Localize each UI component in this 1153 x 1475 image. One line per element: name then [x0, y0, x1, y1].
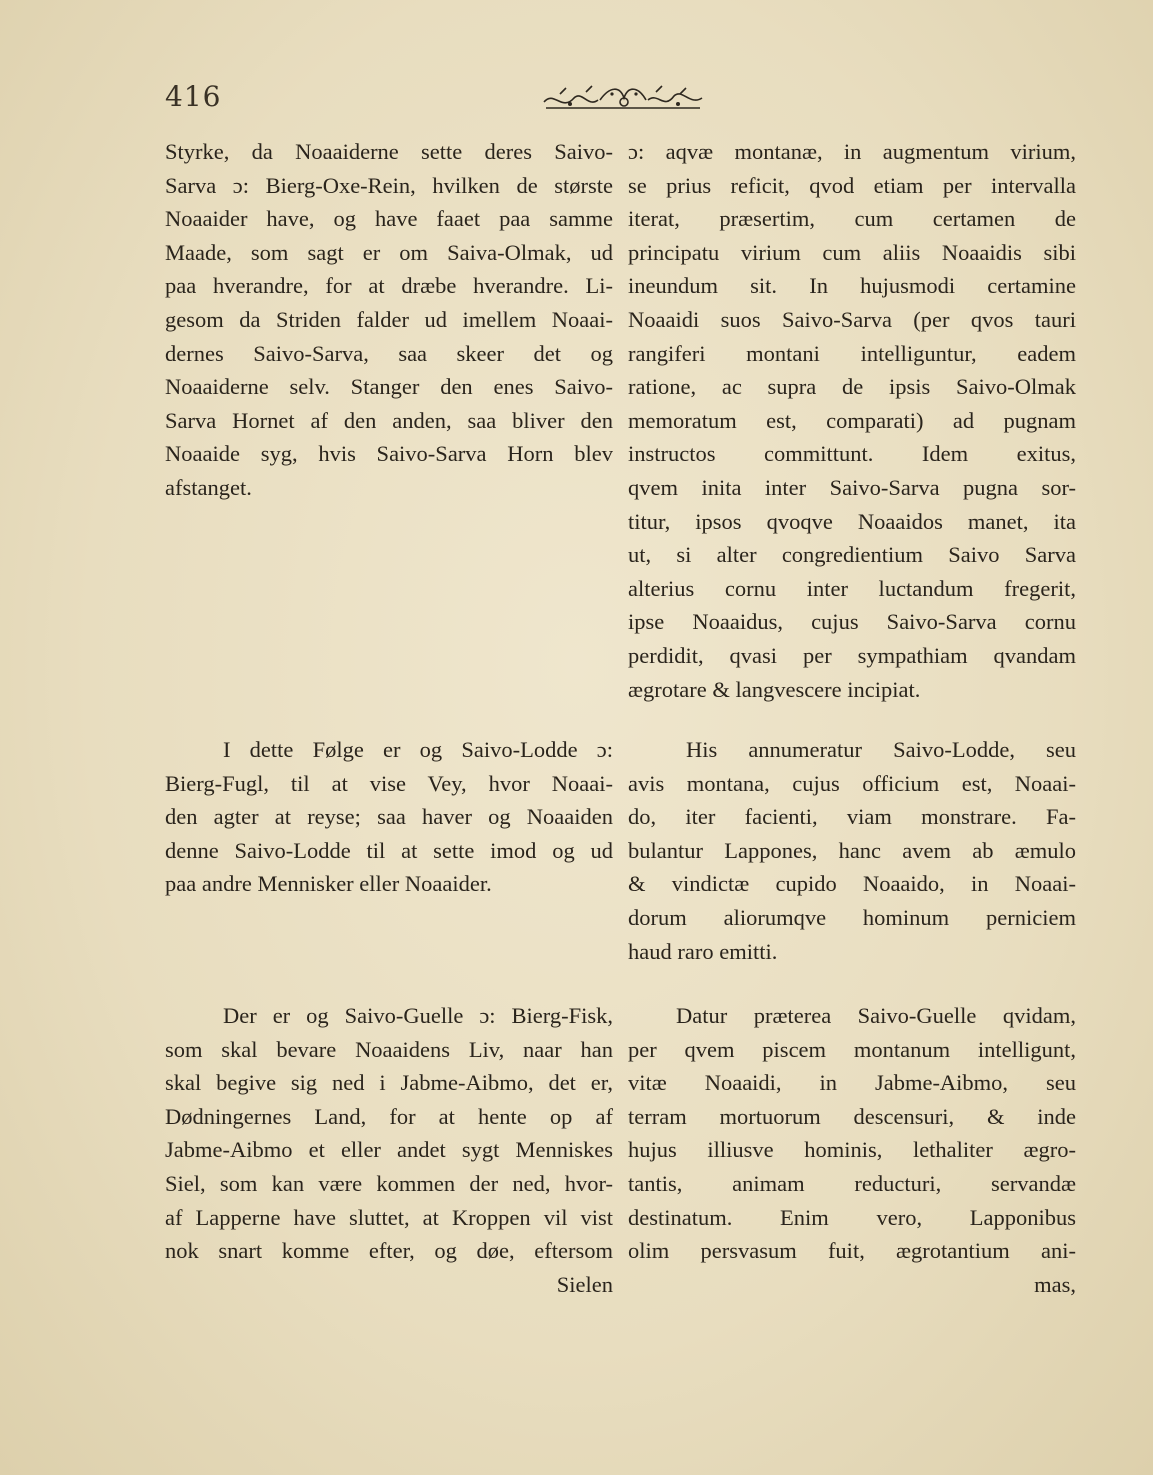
right-paragraph-2	[628, 733, 1076, 968]
text-line: Sarva ɔ: Bierg-Oxe-Rein, hvilken de største	[165, 172, 613, 198]
text-line: memoratum est, comparati) ad pugnam	[628, 407, 1076, 433]
text-line: perdidit, qvasi per sympathiam qvandam	[628, 642, 1076, 668]
text-line: per qvem piscem montanum intelligunt,	[628, 1036, 1076, 1062]
right-paragraph-1	[628, 135, 1076, 706]
text-line: destinatum. Enim vero, Lapponibus	[628, 1204, 1076, 1230]
text-line: Styrke, da Noaaiderne sette deres Saivo-	[165, 139, 613, 164]
text-line: dorum aliorumqve hominum perniciem	[628, 904, 1076, 930]
text-line: paa hverandre, for at dræbe hverandre. Li-	[165, 273, 613, 299]
text-line: denne Saivo-Lodde til at sette imod og ud	[165, 837, 613, 863]
text-line: titur, ipsos qvoqve Noaaidos manet, ita	[628, 508, 1076, 534]
text-line: iterat, præsertim, cum certamen de	[628, 206, 1076, 232]
text-line: ineundum sit. In hujusmodi certamine	[628, 273, 1076, 299]
text-line: ɔ: aqvæ montanæ, in augmentum virium,	[628, 139, 1076, 164]
decorative-header-ornament-icon	[540, 82, 705, 116]
text-line: Noaaiderne selv. Stanger den enes Saivo-	[165, 374, 613, 400]
text-line: do, iter facienti, viam monstrare. Fa-	[628, 804, 1076, 830]
text-line: ratione, ac supra de ipsis Saivo-Olmak	[628, 374, 1076, 400]
text-line: qvem inita inter Saivo-Sarva pugna sor-	[628, 474, 1076, 500]
right-paragraph-3	[628, 999, 1076, 1301]
text-line: Datur præterea Saivo-Guelle qvidam,	[676, 1003, 1076, 1028]
text-line: paa andre Mennisker eller Noaaider.	[165, 871, 492, 897]
text-line: His annumeratur Saivo-Lodde, seu	[686, 737, 1076, 762]
text-line: Bierg-Fugl, til at vise Vey, hvor Noaai-	[165, 770, 613, 796]
text-line: nok snart komme efter, og døe, eftersom	[165, 1238, 613, 1264]
left-paragraph-3	[165, 999, 613, 1301]
text-line: & vindictæ cupido Noaaido, in Noaai-	[628, 871, 1076, 897]
text-line: Maade, som sagt er om Saiva-Olmak, ud	[165, 239, 613, 265]
text-line: olim persvasum fuit, ægrotantium ani-	[628, 1238, 1076, 1264]
text-line: I dette Følge er og Saivo-Lodde ɔ:	[223, 737, 613, 762]
text-line: som skal bevare Noaaidens Liv, naar han	[165, 1036, 613, 1062]
text-line: af Lapperne have sluttet, at Kroppen vil vist	[165, 1204, 613, 1230]
text-line: terram mortuorum descensuri, & inde	[628, 1103, 1076, 1129]
text-line: Noaaide syg, hvis Saivo-Sarva Horn blev	[165, 441, 613, 467]
text-line: ægrotare & langvescere incipiat.	[628, 676, 921, 702]
text-line: dernes Saivo-Sarva, saa skeer det og	[165, 340, 613, 366]
text-line: tantis, animam reducturi, servandæ	[628, 1170, 1076, 1196]
left-paragraph-2	[165, 733, 613, 901]
text-line: ut, si alter congredientium Saivo Sarva	[628, 542, 1076, 568]
text-line: gesom da Striden falder ud imellem Noaai-	[165, 306, 613, 332]
text-line: se prius reficit, qvod etiam per intervalla	[628, 172, 1076, 198]
page-number: 416	[165, 80, 222, 113]
text-line: haud raro emitti.	[628, 938, 778, 964]
text-line: afstanget.	[165, 474, 252, 500]
text-line: principatu virium cum aliis Noaaidis sibi	[628, 239, 1076, 265]
text-line: Siel, som kan være kommen der ned, hvor-	[165, 1170, 613, 1196]
text-line: alterius cornu inter luctandum fregerit,	[628, 575, 1076, 601]
text-line: Noaaidi suos Saivo-Sarva (per qvos tauri	[628, 306, 1076, 332]
text-line: ipse Noaaidus, cujus Saivo-Sarva cornu	[628, 609, 1076, 635]
text-line: Jabme-Aibmo et eller andet sygt Menniskes	[165, 1137, 613, 1163]
text-line: bulantur Lappones, hanc avem ab æmulo	[628, 837, 1076, 863]
left-paragraph-1	[165, 135, 613, 505]
text-line: hujus illiusve hominis, lethaliter ægro-	[628, 1137, 1076, 1163]
text-line: avis montana, cujus officium est, Noaai-	[628, 770, 1076, 796]
text-line: Noaaider have, og have faaet paa samme	[165, 206, 613, 232]
text-line: den agter at reyse; saa haver og Noaaiden	[165, 804, 613, 830]
catchword: mas,	[1034, 1271, 1076, 1297]
text-line: Der er og Saivo-Guelle ɔ: Bierg-Fisk,	[223, 1003, 613, 1028]
text-line: vitæ Noaaidi, in Jabme-Aibmo, seu	[628, 1070, 1076, 1096]
catchword: Sielen	[556, 1271, 613, 1297]
text-line: skal begive sig ned i Jabme-Aibmo, det er,	[165, 1070, 613, 1096]
text-line: Dødningernes Land, for at hente op af	[165, 1103, 613, 1129]
text-line: instructos committunt. Idem exitus,	[628, 441, 1076, 467]
text-line: Sarva Hornet af den anden, saa bliver den	[165, 407, 613, 433]
text-line: rangiferi montani intelliguntur, eadem	[628, 340, 1076, 366]
